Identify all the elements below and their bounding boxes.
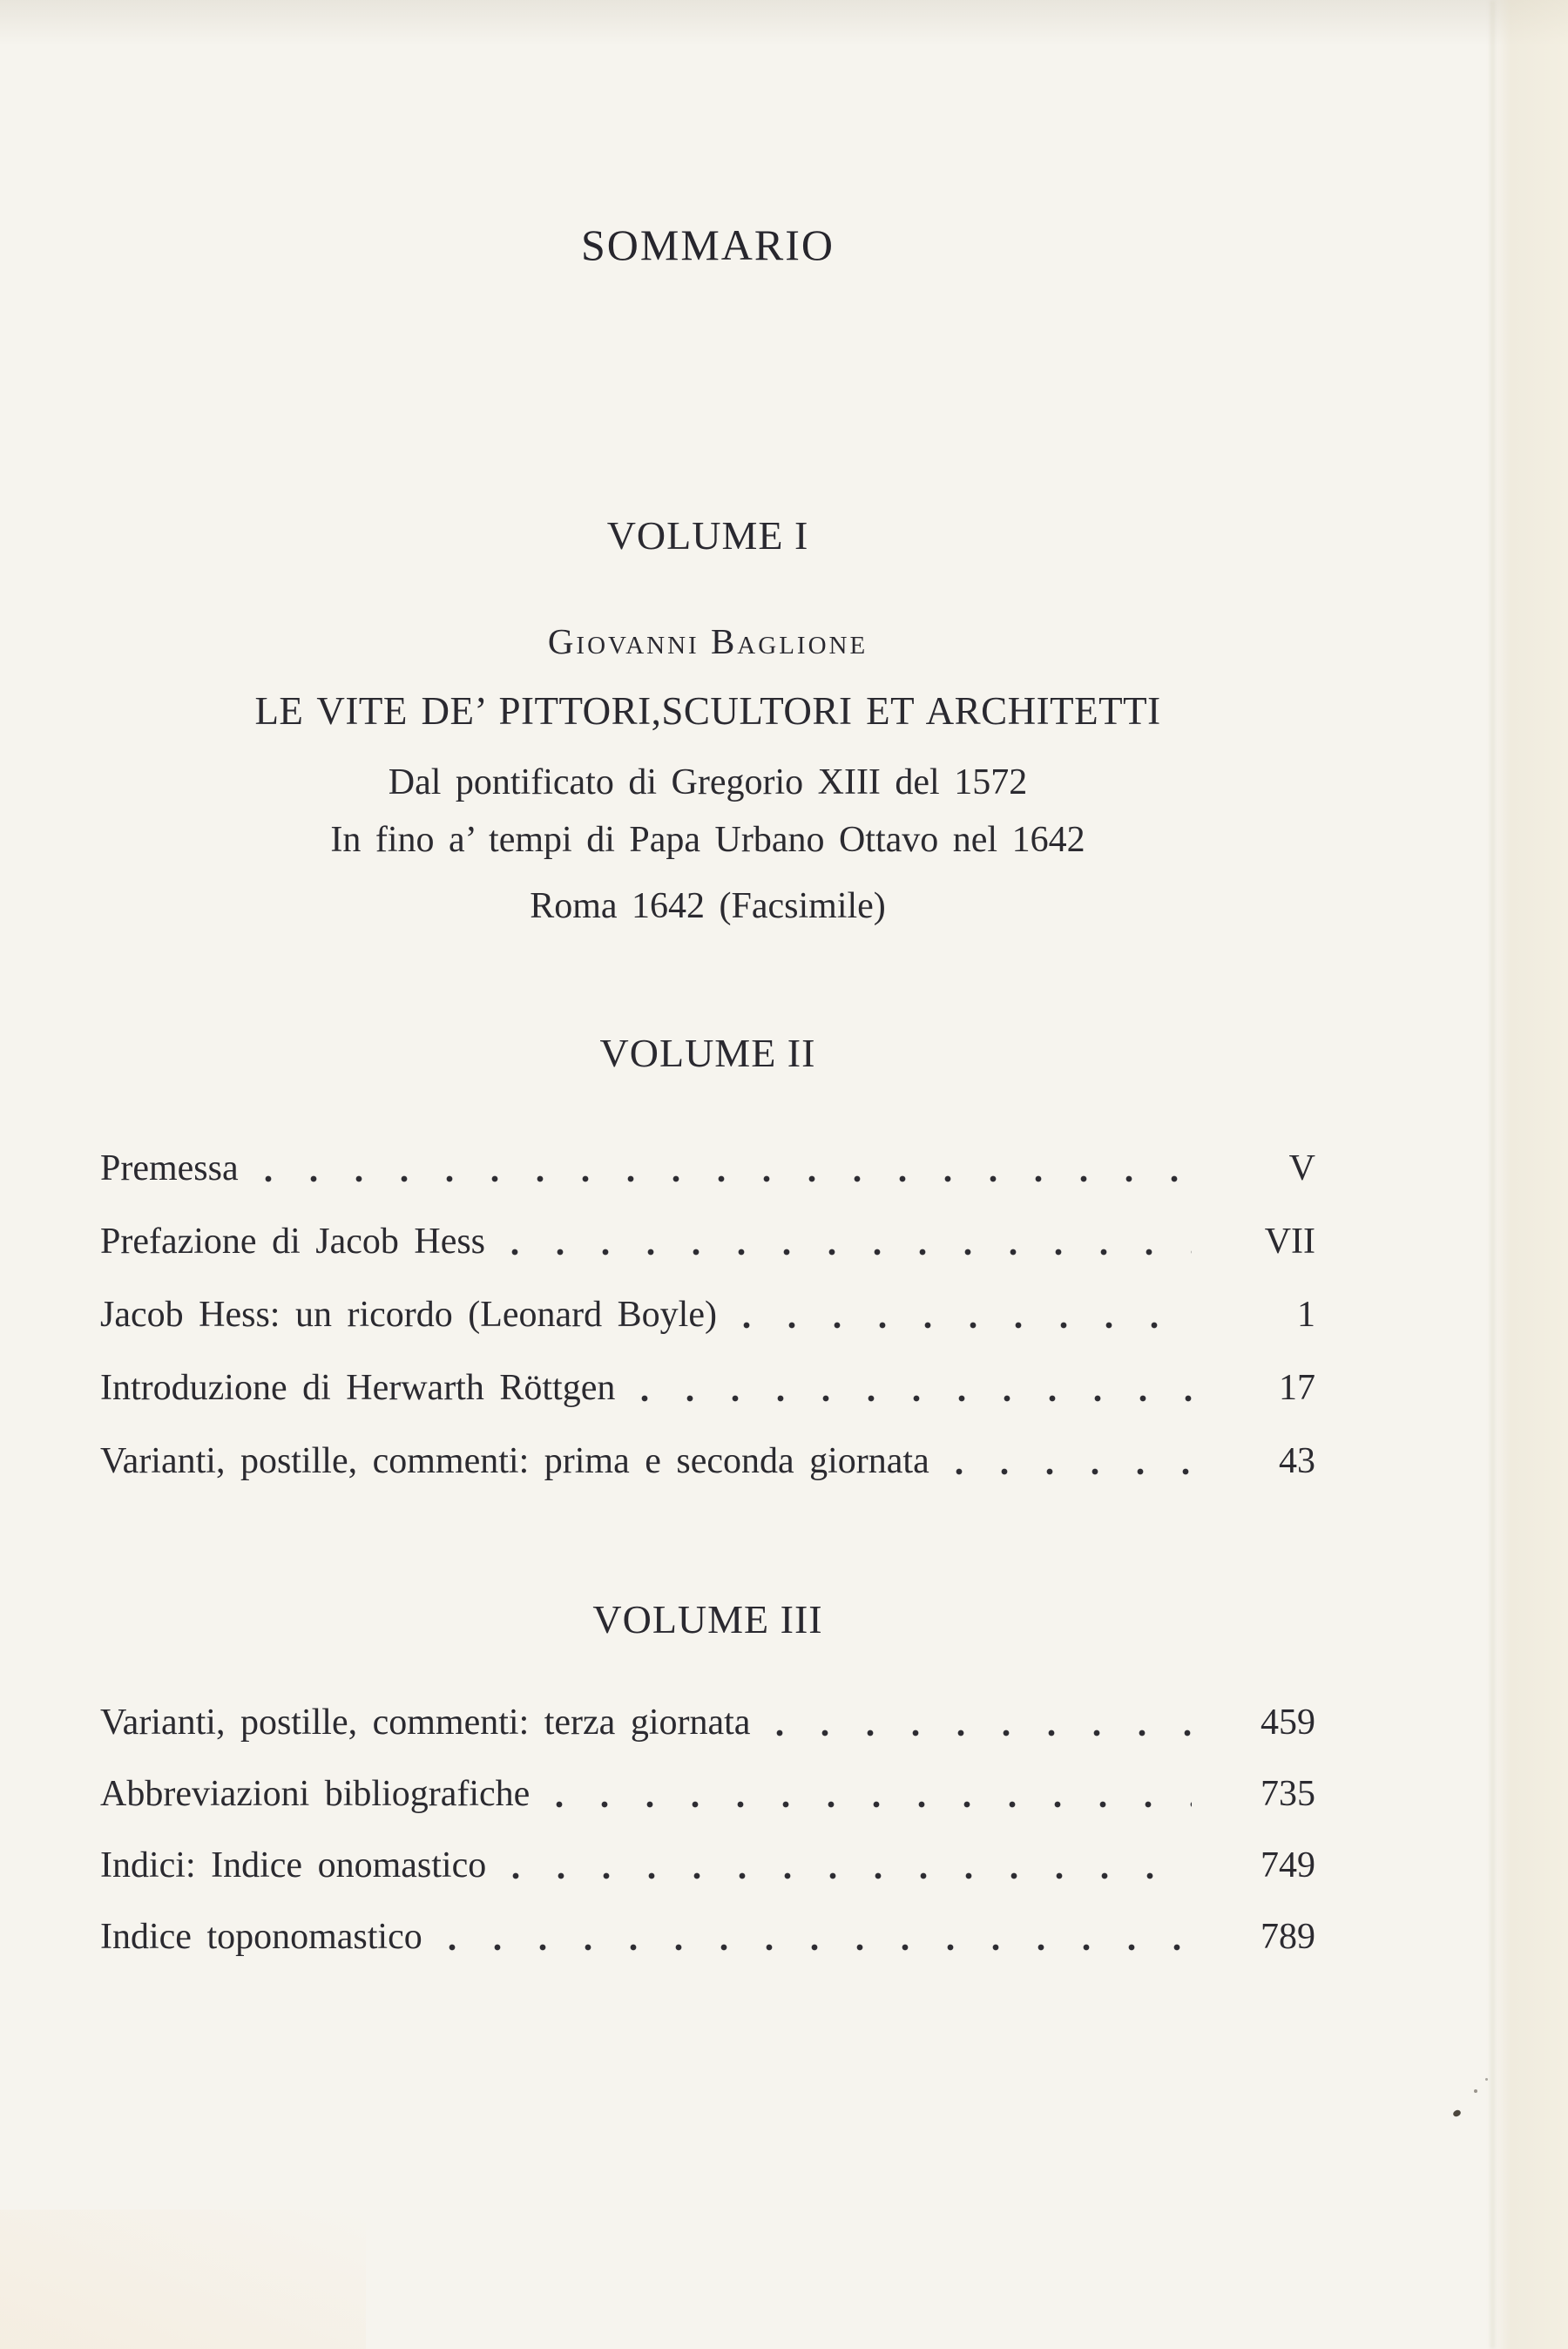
volume3-heading: VOLUME III [592, 1597, 823, 1642]
toc-entry-title: Jacob Hess: un ricordo (Leonard Boyle) [100, 1295, 717, 1335]
dot-leader [641, 1395, 1192, 1402]
toc-row [100, 1436, 1315, 1486]
toc-row [100, 1840, 1315, 1891]
volume1-work-title: LE VITE DE’ PITTORI,SCULTORI ET ARCHITETTI [254, 689, 1161, 733]
scan-top-shadow [0, 0, 1568, 61]
volume1-heading: VOLUME I [606, 513, 809, 558]
dot-leader [265, 1175, 1192, 1182]
toc-entry-title: Premessa [100, 1148, 239, 1188]
toc-entry-page-number: 1 [1297, 1295, 1315, 1335]
volume1-author: Giovanni Baglione [547, 621, 868, 661]
dot-leader [449, 1944, 1192, 1951]
toc-entry-title: Varianti, postille, commenti: terza giornata [100, 1703, 751, 1743]
dot-leader [743, 1322, 1192, 1329]
toc-row [100, 1912, 1315, 1962]
toc-row [100, 1290, 1315, 1340]
toc-entry-title: Abbreviazioni bibliografiche [100, 1774, 531, 1814]
page-right-edge-crease [1494, 0, 1568, 2349]
dot-leader [511, 1249, 1192, 1256]
ink-speck [1485, 2078, 1488, 2081]
toc-entry-page-number: 43 [1279, 1441, 1315, 1481]
page-title: SOMMARIO [580, 220, 835, 269]
ink-speck [1474, 2089, 1477, 2093]
toc-entry-title: Varianti, postille, commenti: prima e seconda giornata [100, 1441, 929, 1481]
toc-row [100, 1363, 1315, 1413]
ink-speck [1452, 2109, 1462, 2117]
dot-leader [512, 1872, 1192, 1879]
toc-entry-title: Indice toponomastico [100, 1917, 422, 1957]
toc-entry-page-number: V [1288, 1148, 1315, 1188]
toc-entry-page-number: 459 [1260, 1703, 1315, 1743]
toc-row [100, 1143, 1315, 1194]
toc-entry-page-number: 17 [1279, 1368, 1315, 1408]
toc-entry-title: Introduzione di Herwarth Röttgen [100, 1368, 616, 1408]
toc-entry-page-number: 789 [1260, 1917, 1315, 1957]
toc-entry-page-number: VII [1264, 1222, 1315, 1262]
volume1-subtitle-line2: In fino a’ tempi di Papa Urbano Ottavo nel 1642 [330, 820, 1085, 860]
toc-entry-title: Prefazione di Jacob Hess [100, 1222, 486, 1262]
toc-row [100, 1769, 1315, 1819]
toc-row [100, 1216, 1315, 1267]
toc-entry-page-number: 749 [1260, 1845, 1315, 1885]
toc-entry-title: Indici: Indice onomastico [100, 1845, 487, 1885]
dot-leader [956, 1468, 1192, 1475]
dot-leader [776, 1730, 1192, 1736]
scan-bottom-left-tint [0, 2210, 366, 2349]
volume1-subtitle-line1: Dal pontificato di Gregorio XIII del 1572 [388, 762, 1028, 802]
toc-row [100, 1697, 1315, 1748]
dot-leader [556, 1801, 1192, 1808]
toc-entry-page-number: 735 [1260, 1774, 1315, 1814]
volume2-heading: VOLUME II [599, 1031, 816, 1075]
volume1-imprint: Roma 1642 (Facsimile) [530, 886, 886, 926]
